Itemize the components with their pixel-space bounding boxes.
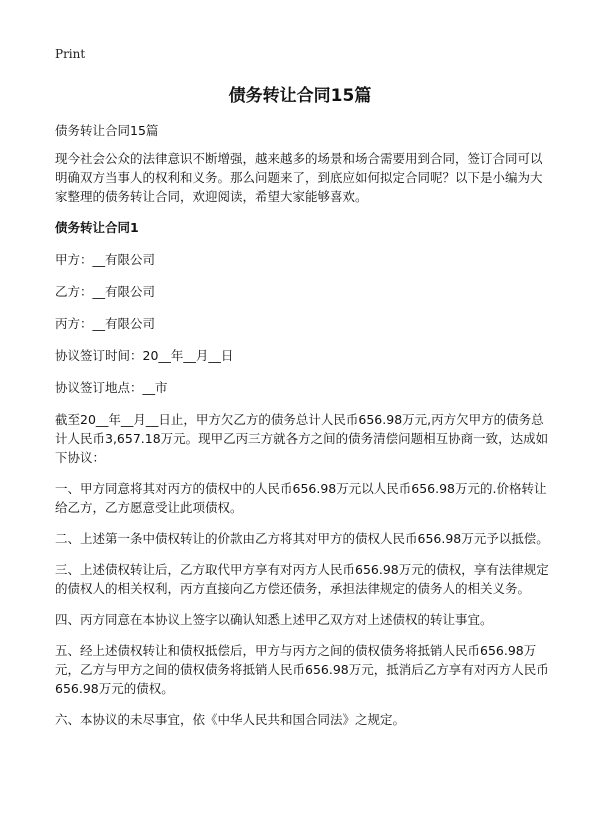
document-subtitle: 债务转让合同15篇: [55, 123, 159, 138]
print-link[interactable]: Print: [55, 47, 86, 61]
sign-time-line: 协议签订时间：20__年__月__日: [55, 348, 234, 363]
clause-paragraph: 四、丙方同意在本协议上签字以确认知悉上述甲乙双方对上述债权的转让事宜。: [55, 612, 493, 627]
document-body: [55, 121, 553, 741]
preamble-paragraph: 截至20__年__月__日止，甲方欠乙方的债务总计人民币656.98万元,丙方欠甲方的债务总计人民币3,657.18万元。现甲乙丙三方就各方之间的债务清偿问题相互协商一致，达成如下协议：: [55, 412, 549, 465]
clause-paragraph: 五、经上述债权转让和债权抵偿后，甲方与丙方之间的债权债务将抵销人民币656.98万元，乙方与甲方之间的债权债务将抵销人民币656.98万元，抵消后乙方享有对丙方人民币656.98万元的债权。: [55, 643, 549, 696]
clause-paragraph: 二、上述第一条中债权转让的价款由乙方将其对甲方的债权人民币656.98万元予以抵偿。: [55, 531, 549, 546]
party-b-line: 乙方：__有限公司: [55, 284, 156, 299]
section-heading: 债务转让合同1: [55, 220, 139, 235]
clause-paragraph: 六、本协议的未尽事宜，依《中华人民共和国合同法》之规定。: [55, 712, 406, 727]
clause-paragraph: 三、上述债权转让后，乙方取代甲方享有对丙方人民币656.98万元的债权，享有法律规定的债权人的相关权利，丙方直接向乙方偿还债务，承担法律规定的债务人的相关义务。: [55, 562, 549, 596]
sign-place-line: 协议签订地点：__市: [55, 380, 168, 395]
clause-paragraph: 一、甲方同意将其对丙方的债权中的人民币656.98万元以人民币656.98万元的.价格转让给乙方，乙方愿意受让此项债权。: [55, 481, 547, 515]
intro-paragraph: 现今社会公众的法律意识不断增强，越来越多的场景和场合需要用到合同，签订合同可以明确双方当事人的权利和义务。那么问题来了，到底应如何拟定合同呢？以下是小编为大家整理的债务转让合同，欢迎阅读，希望大家能够喜欢。: [55, 151, 543, 204]
party-c-line: 丙方：__有限公司: [55, 316, 156, 331]
page-title: 债务转让合同15篇: [228, 86, 372, 106]
party-a-line: 甲方：__有限公司: [55, 252, 156, 267]
